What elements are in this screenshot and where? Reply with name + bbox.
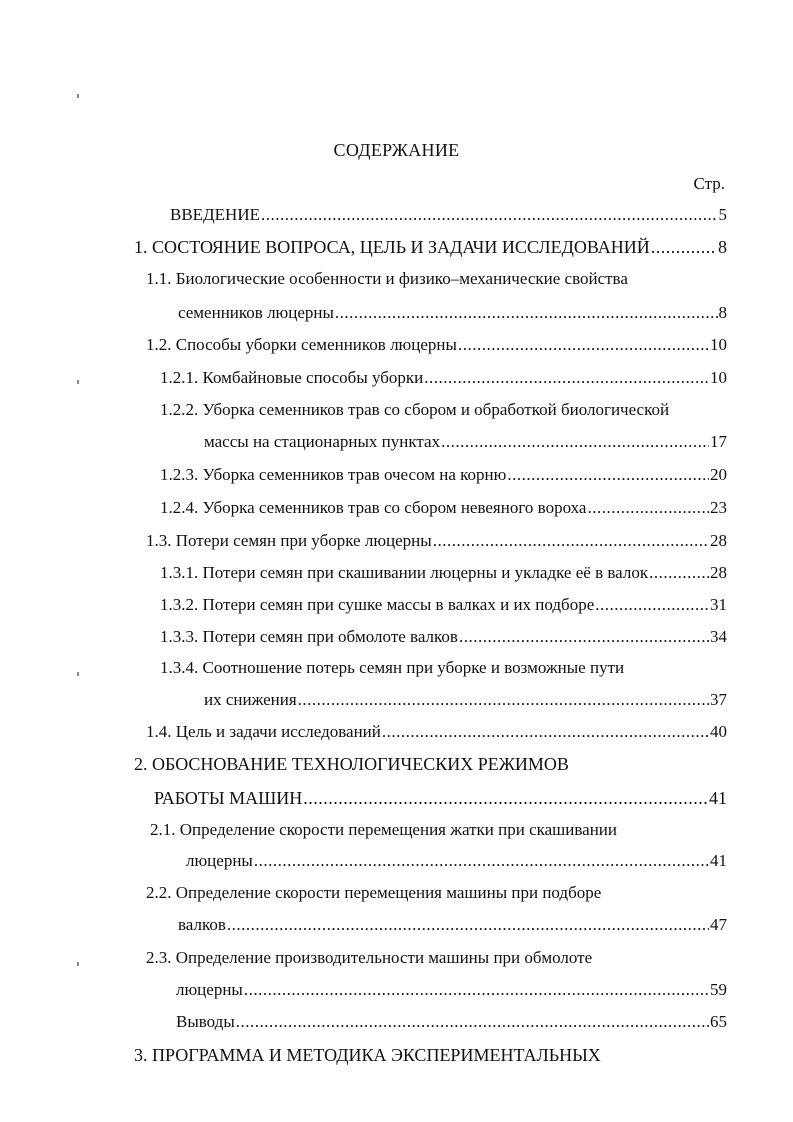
scan-speck: [77, 380, 79, 384]
toc-entry[interactable]: [160, 398, 669, 422]
toc-entry-title: 1.4. Цель и задачи исследований: [146, 722, 381, 741]
toc-entry[interactable]: [160, 463, 727, 487]
toc-entry-page: 37: [710, 690, 727, 709]
toc-entry-page: 40: [710, 722, 727, 741]
toc-entry-page: 28: [710, 563, 727, 582]
toc-entry-page: 10: [710, 335, 727, 354]
dot-leader: [424, 366, 709, 390]
toc-entry[interactable]: [154, 786, 727, 810]
toc-entry-title: Выводы: [176, 1012, 235, 1031]
toc-entry-title: массы на стационарных пунктах: [204, 432, 441, 451]
toc-entry-title: люцерны: [186, 851, 253, 870]
toc-entry[interactable]: [170, 203, 727, 227]
toc-entry-title: 1.3.3. Потери семян при обмолоте валков: [160, 627, 458, 646]
toc-entry-title: 2. ОБОСНОВАНИЕ ТЕХНОЛОГИЧЕСКИХ РЕЖИМОВ: [134, 754, 569, 774]
dot-leader: [507, 463, 709, 487]
dot-leader: [244, 978, 709, 1002]
dot-leader: [382, 720, 709, 744]
toc-entry[interactable]: [186, 849, 727, 873]
toc-entry-title: их снижения: [204, 690, 297, 709]
toc-entry-title: ВВЕДЕНИЕ: [170, 205, 260, 224]
toc-entry-page: 10: [710, 368, 727, 387]
toc-entry-title: люцерны: [176, 980, 243, 999]
toc-entry[interactable]: [176, 1010, 727, 1034]
toc-entry[interactable]: [178, 913, 727, 937]
dot-leader: [441, 430, 709, 454]
toc-entry-page: 8: [718, 237, 727, 257]
toc-entry-page: 34: [710, 627, 727, 646]
toc-entry-page: 8: [718, 303, 727, 322]
toc-entry[interactable]: [178, 301, 727, 325]
toc-entry[interactable]: [160, 561, 727, 585]
toc-entry-page: 17: [710, 432, 727, 451]
toc-entry-title: семенников люцерны: [178, 303, 334, 322]
toc-entry-title: 1.3.2. Потери семян при сушке массы в валках и их подборе: [160, 595, 595, 614]
dot-leader: [236, 1010, 709, 1034]
toc-entry[interactable]: [146, 720, 727, 744]
dot-leader: [303, 786, 708, 810]
dot-leader: [595, 593, 709, 617]
toc-entry[interactable]: [146, 946, 592, 970]
dot-leader: [227, 913, 709, 937]
toc-entry[interactable]: [134, 235, 727, 259]
toc-entry[interactable]: [146, 267, 628, 291]
toc-entry-page: 65: [710, 1012, 727, 1031]
scan-speck: [77, 94, 79, 98]
toc-entry[interactable]: [160, 366, 727, 390]
dot-leader: [298, 688, 709, 712]
toc-entry-title: 1.2. Способы уборки семенников люцерны: [146, 335, 457, 354]
toc-entry[interactable]: [204, 688, 727, 712]
toc-entry-page: 59: [710, 980, 727, 999]
toc-entry-page: 20: [710, 465, 727, 484]
toc-entry[interactable]: [146, 881, 601, 905]
toc-entry-title: РАБОТЫ МАШИН: [154, 788, 303, 808]
page-column-label: Стр.: [693, 174, 725, 193]
toc-entry[interactable]: [134, 1043, 601, 1067]
toc-entry[interactable]: [160, 593, 727, 617]
dot-leader: [335, 301, 718, 325]
toc-entry-title: 1.3.4. Соотношение потерь семян при уборке и возможные пути: [160, 658, 625, 677]
dot-leader: [433, 529, 709, 553]
scan-speck: [77, 962, 79, 966]
toc-entry-title: 2.3. Определение производительности машины при обмолоте: [146, 948, 593, 967]
dot-leader: [254, 849, 709, 873]
toc-entry-title: 1.3.1. Потери семян при скашивании люцерны и укладке её в валок: [160, 563, 649, 582]
toc-entry[interactable]: [146, 333, 727, 357]
dot-leader: [458, 333, 709, 357]
toc-entry-title: 1.2.4. Уборка семенников трав со сбором невеяного вороха: [160, 498, 587, 517]
toc-entry-page: 41: [709, 788, 727, 808]
toc-entry-title: 1.2.2. Уборка семенников трав со сбором и обработкой биологической: [160, 400, 670, 419]
toc-entry[interactable]: [176, 978, 727, 1002]
toc-entry-page: 41: [710, 851, 727, 870]
toc-entry-page: 31: [710, 595, 727, 614]
toc-entry-page: 5: [718, 205, 727, 224]
dot-leader: [587, 496, 709, 520]
toc-entry-page: 23: [710, 498, 727, 517]
toc-entry-title: 2.1. Определение скорости перемещения жатки при скашивании: [150, 820, 617, 839]
toc-entry[interactable]: [146, 529, 727, 553]
toc-entry[interactable]: [160, 625, 727, 649]
toc-entry-title: 3. ПРОГРАММА И МЕТОДИКА ЭКСПЕРИМЕНТАЛЬНЫХ: [134, 1045, 601, 1065]
toc-entry[interactable]: [160, 496, 727, 520]
dot-leader: [261, 203, 718, 227]
scan-speck: [77, 672, 79, 676]
toc-entry-title: 1.2.3. Уборка семенников трав очесом на корню: [160, 465, 507, 484]
toc-entry-page: 28: [710, 531, 727, 550]
toc-entry-page: 47: [710, 915, 727, 934]
toc-entry-title: валков: [178, 915, 226, 934]
toc-entry[interactable]: [204, 430, 727, 454]
toc-entry-title: 1.1. Биологические особенности и физико–механические свойства: [146, 269, 628, 288]
dot-leader: [651, 235, 717, 259]
toc-entry-title: 1.2.1. Комбайновые способы уборки: [160, 368, 424, 387]
toc-entry[interactable]: [150, 818, 617, 842]
dot-leader: [649, 561, 709, 585]
toc-entry-title: 1. СОСТОЯНИЕ ВОПРОСА, ЦЕЛЬ И ЗАДАЧИ ИССЛЕДОВАНИЙ: [134, 237, 650, 257]
page-title: СОДЕРЖАНИЕ: [333, 140, 460, 160]
dot-leader: [459, 625, 709, 649]
toc-entry[interactable]: [134, 752, 569, 776]
toc-entry-title: 2.2. Определение скорости перемещения машины при подборе: [146, 883, 602, 902]
toc-entry[interactable]: [160, 656, 624, 680]
toc-entry-title: 1.3. Потери семян при уборке люцерны: [146, 531, 432, 550]
